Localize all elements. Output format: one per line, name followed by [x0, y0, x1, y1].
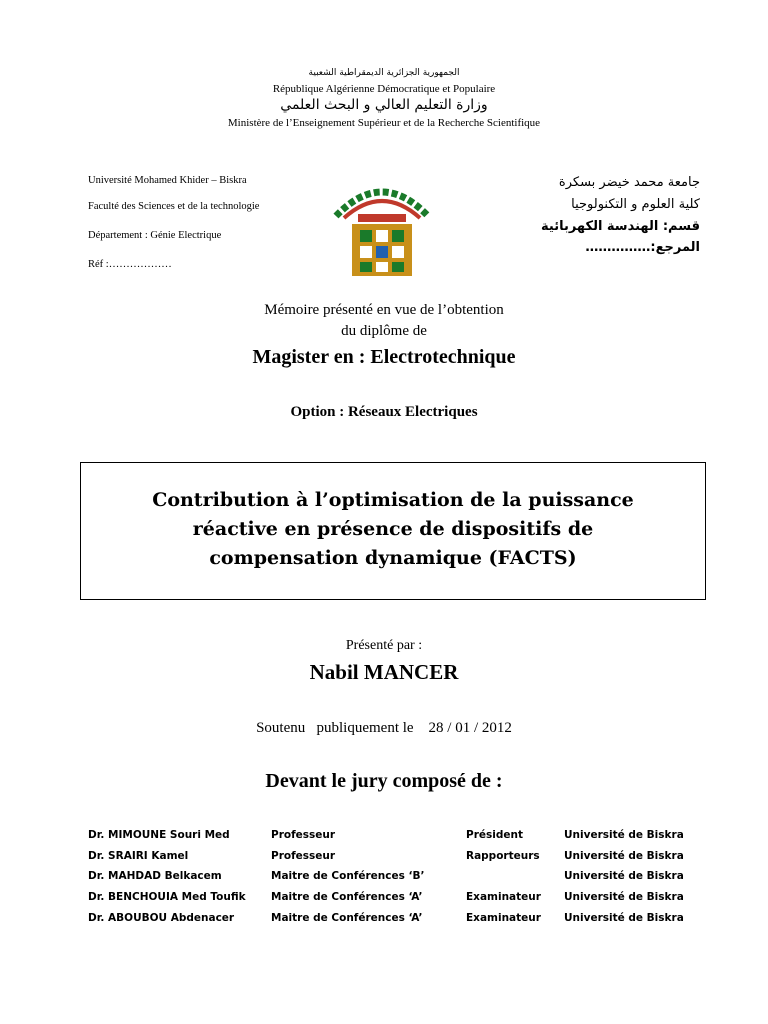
- university-logo: [322, 170, 442, 280]
- thesis-title-line2: réactive en présence de dispositifs de: [192, 518, 594, 540]
- university-ar: جامعة محمد خيضر بسكرة: [558, 175, 700, 190]
- french-ministry: Ministère de l’Enseignement Supérieur et de la Recherche Scientifique: [227, 117, 541, 129]
- university-logo-icon: [322, 170, 442, 280]
- faculty-fr: Faculté des Sciences et de la technologie: [88, 201, 260, 212]
- jury-name: Dr. SRAIRI Kamel: [88, 850, 189, 862]
- department-ar: قسم: الهندسة الكهربائية: [541, 219, 700, 234]
- jury-grade: Maitre de Conférences ‘A’: [271, 912, 423, 924]
- jury-name: Dr. MAHDAD Belkacem: [88, 870, 222, 882]
- memoire-line1: Mémoire présenté en vue de l’obtention: [264, 302, 504, 318]
- jury-row: [88, 870, 708, 886]
- jury-row: [88, 912, 708, 928]
- jury-university: Université de Biskra: [564, 912, 684, 924]
- jury-name: Dr. BENCHOUIA Med Toufik: [88, 891, 246, 903]
- french-republic: République Algérienne Démocratique et Populaire: [272, 83, 496, 95]
- jury-role: Président: [466, 829, 523, 841]
- arabic-republic: الجمهورية الجزائرية الديمقراطية الشعبية: [308, 68, 460, 78]
- jury-role: Examinateur: [466, 891, 541, 903]
- jury-role: Rapporteurs: [466, 850, 540, 862]
- department-fr: Département : Génie Electrique: [88, 230, 222, 241]
- jury-grade: Professeur: [271, 829, 336, 841]
- defense-date: Soutenu publiquement le 28 / 01 / 2012: [256, 720, 512, 736]
- jury-grade: Professeur: [271, 850, 336, 862]
- jury-university: Université de Biskra: [564, 870, 684, 882]
- university-fr: Université Mohamed Khider – Biskra: [88, 175, 247, 186]
- ref-ar: المرجع:……………: [585, 240, 700, 255]
- jury-row: [88, 891, 708, 907]
- jury-name: Dr. ABOUBOU Abdenacer: [88, 912, 235, 924]
- thesis-title-box: [80, 462, 706, 600]
- jury-row: [88, 850, 708, 866]
- thesis-title-line3: compensation dynamique (FACTS): [209, 547, 577, 569]
- jury-grade: Maitre de Conférences ‘B’: [271, 870, 425, 882]
- jury-role: Examinateur: [466, 912, 541, 924]
- memoire-line2: du diplôme de: [341, 323, 427, 339]
- jury-university: Université de Biskra: [564, 891, 684, 903]
- author-name: Nabil MANCER: [309, 660, 459, 684]
- option-line: Option : Réseaux Electriques: [290, 404, 478, 420]
- thesis-title-line1: Contribution à l’optimisation de la puissance: [152, 489, 634, 511]
- degree-title: Magister en : Electrotechnique: [252, 346, 516, 368]
- jury-university: Université de Biskra: [564, 829, 684, 841]
- jury-name: Dr. MIMOUNE Souri Med: [88, 829, 230, 841]
- jury-grade: Maitre de Conférences ‘A’: [271, 891, 423, 903]
- presented-by-label: Présenté par :: [345, 638, 423, 653]
- jury-university: Université de Biskra: [564, 850, 684, 862]
- jury-row: [88, 829, 708, 845]
- faculty-ar: كلية العلوم و التكنولوجيا: [571, 197, 700, 212]
- ref-fr: Réf :………………: [88, 259, 172, 270]
- jury-heading: Devant le jury composé de :: [265, 770, 503, 792]
- arabic-ministry: وزارة التعليم العالي و البحث العلمي: [280, 97, 488, 113]
